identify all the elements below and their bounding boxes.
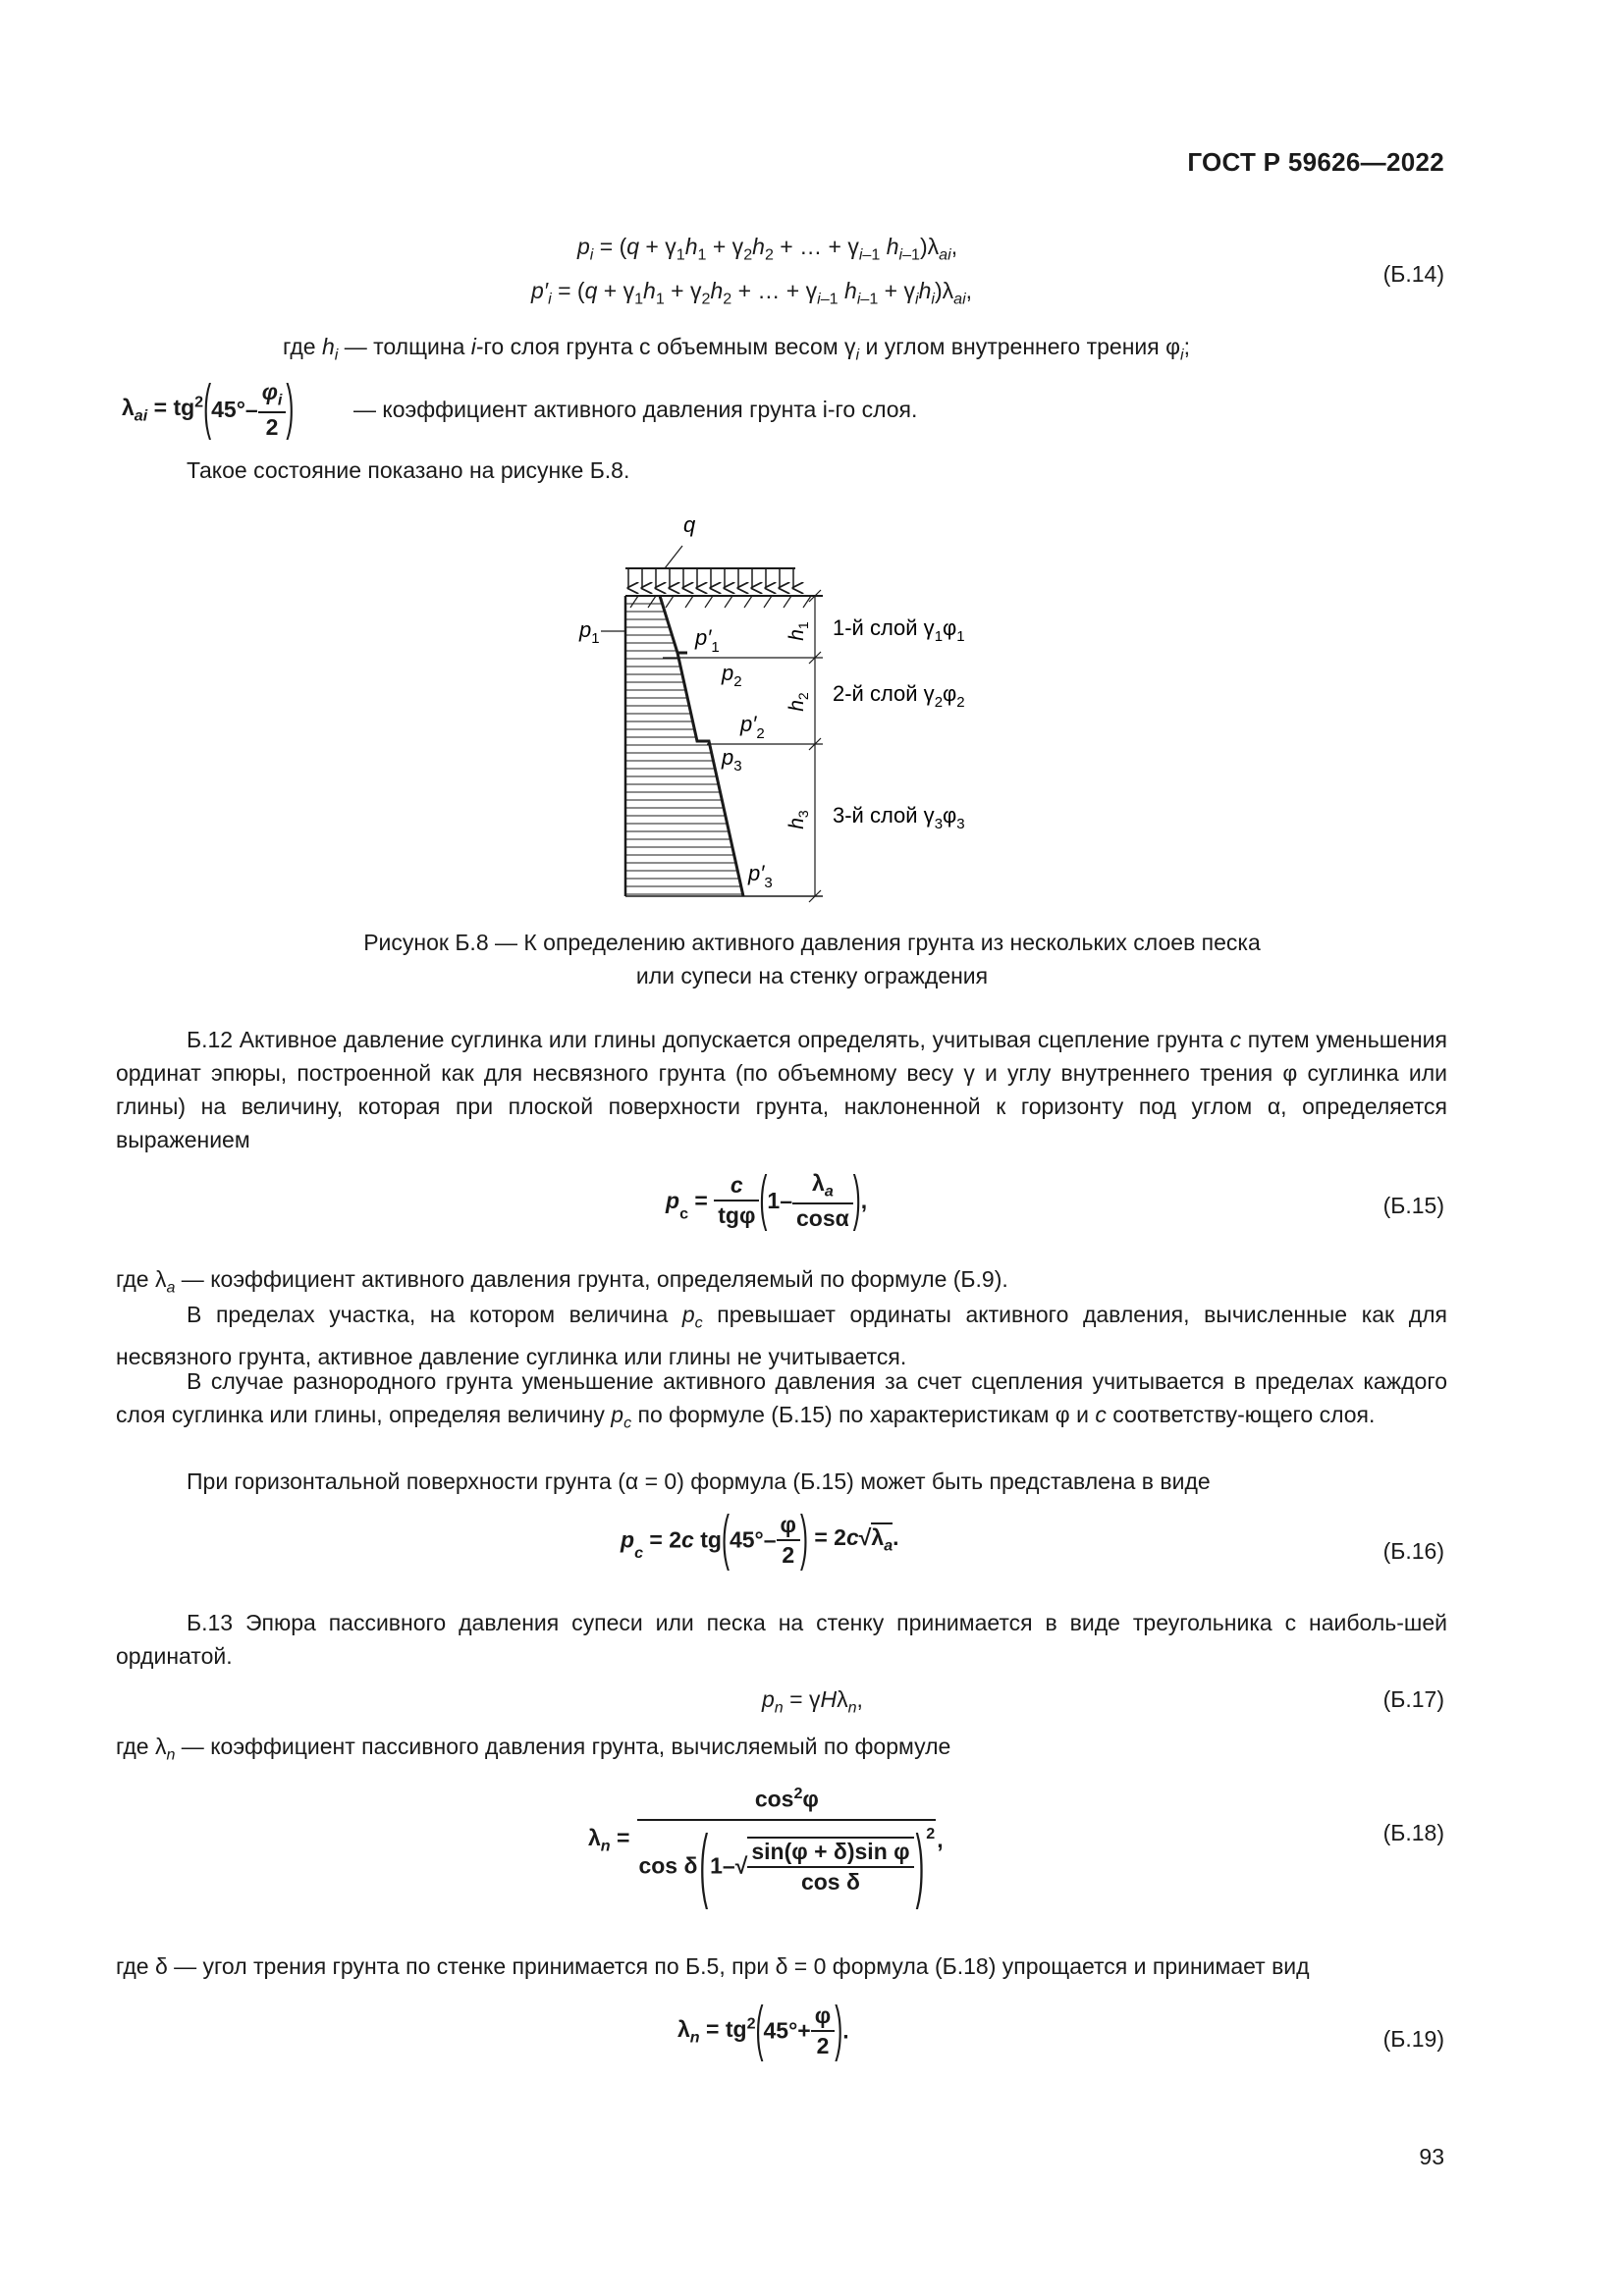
page-number: 93: [1419, 2144, 1444, 2169]
label-h3: $h_3$: [785, 810, 811, 829]
label-layer3: 3-й слой $\gamma_3\varphi_3$: [833, 803, 965, 832]
where-la: где $\lambda_a$ — коэффициент активного давления грунта, определяемый по формуле (Б.9).: [116, 1266, 1008, 1297]
figure-caption-line2: или супеси на стенку ограждения: [635, 963, 989, 988]
label-p2prime: $p'_2$: [740, 712, 765, 742]
eq-b16-number: (Б.16): [1382, 1538, 1444, 1564]
eq-b19-number: (Б.19): [1382, 2026, 1444, 2052]
eq-b14-line2: $p'_i = (q + \gamma_1h_1 + \gamma_2h_2$ + … + $\gamma_{i-1}$ $h_{i-1} + \gamma_ih_i)\lambda_{ai}$,: [531, 278, 973, 308]
label-q: q: [683, 512, 696, 537]
eq-b15-number: (Б.15): [1382, 1193, 1444, 1218]
eq-b18-formula: $\lambda_n$ = $\cos^2\varphi$ , cos δ(1–√ $\frac{\text{sin(φ + δ)sin φ}}{\text{cos δ}}$ ) $^2$: [588, 1785, 944, 1911]
eq-b14-line1: $p_i = (q + \gamma_1h_1 + \gamma_2h_2$ + … + $\gamma_{i-1}$ $h_{i-1})\lambda_{ai}$,: [577, 234, 958, 264]
eq-b15-formula: $p_c$ = $\frac{c}{\text{tgφ}}$ (1– $\frac{\lambda_a}{\cos\alpha}$ ),: [666, 1164, 868, 1235]
document-id: ГОСТ Р 59626—2022: [1187, 147, 1444, 177]
eq-b18-number: (Б.18): [1382, 1820, 1444, 1845]
where-delta: где δ — угол трения грунта по стенке принимается по Б.5, при δ = 0 формула (Б.18) упрощается и принимает вид: [116, 1953, 1310, 1979]
load-arrows: [628, 568, 793, 588]
where-ln: где $\lambda_n$ — коэффициент пассивного давления грунта, вычисляемый по формуле: [116, 1734, 951, 1764]
paragraph-b12: Б.12 Активное давление суглинка или глины допускается определять, учитывая сцепление грунта c путем уменьшения ординат эпюры, построенной как для несвязного грунта (по объемному весу γ и углу внутреннего трения φ суглинка или глины) на величину, которая при плоской поверхности грунта, наклоненной к горизонту под углом α, определяется выражением: [116, 1027, 1447, 1152]
label-p3prime: $p'_3$: [748, 861, 773, 891]
eq-b17-number: (Б.17): [1382, 1686, 1444, 1712]
paragraph-b13: Б.13 Эпюра пассивного давления супеси или песка на стенку принимается в виде треугольника с наиболь-шей ординатой.: [116, 1610, 1447, 1669]
figure-b8: [569, 506, 1001, 908]
label-p2: $p_2$: [722, 661, 742, 690]
eq-b19-formula: $\lambda_n = tg^2(45^\circ+$ $\frac{\varphi}{2}$ ).: [677, 1995, 849, 2064]
label-h1: $h_1$: [785, 621, 811, 641]
eq-b14-number: (Б.14): [1382, 261, 1444, 287]
label-h2: $h_2$: [785, 692, 811, 712]
paragraph-hetero: В случае разнородного грунта уменьшение активного давления за счет сцепления учитывается в пределах каждого слоя суглинка или глины, определяя величину $p_c$ по формуле (Б.15) по характеристикам φ и c соответству-ющего слоя.: [116, 1368, 1447, 1432]
paragraph-pc: В пределах участка, на котором величина $p_c$ превышает ординаты активного давления, вычисленные как для несвязного грунта, активное давление суглинка или глины не учитывается.: [116, 1302, 1448, 1369]
state-shown: Такое состояние показано на рисунке Б.8.: [187, 457, 630, 483]
label-layer1: 1-й слой $\gamma_1\varphi_1$: [833, 615, 965, 645]
paragraph-horizontal: При горизонтальной поверхности грунта (α = 0) формула (Б.15) может быть представлена в виде: [187, 1468, 1211, 1494]
q-leader: [665, 546, 682, 568]
label-p3: $p_3$: [722, 745, 742, 774]
lambda-ai-formula: $\lambda_{ai} = tg^2(45^\circ-$ $\frac{\varphi_i}{2}$ ): [122, 373, 295, 444]
label-p1: $p_1$: [579, 617, 600, 647]
label-p1prime: $p'_1$: [695, 625, 720, 656]
figure-caption-line1: Рисунок Б.8 — К определению активного давления грунта из нескольких слоев песка: [363, 930, 1261, 955]
label-layer2: 2-й слой $\gamma_2\varphi_2$: [833, 681, 965, 711]
where-hi: где $h_i$ — толщина i-го слоя грунта с объемным весом $\gamma_i$ и углом внутреннего трения $\varphi_i$;: [283, 334, 1190, 364]
eq-b17-formula: $p_n = \gamma H\lambda_n$,: [762, 1686, 863, 1717]
lambda-ai-text: — коэффициент активного давления грунта i-го слоя.: [353, 397, 918, 422]
ground-hatch: [630, 596, 811, 608]
eq-b16-formula: $p_c = 2c$ tg(45°– $\frac{\varphi}{2}$ ) = $2c√\lambda_a$.: [621, 1504, 899, 1574]
